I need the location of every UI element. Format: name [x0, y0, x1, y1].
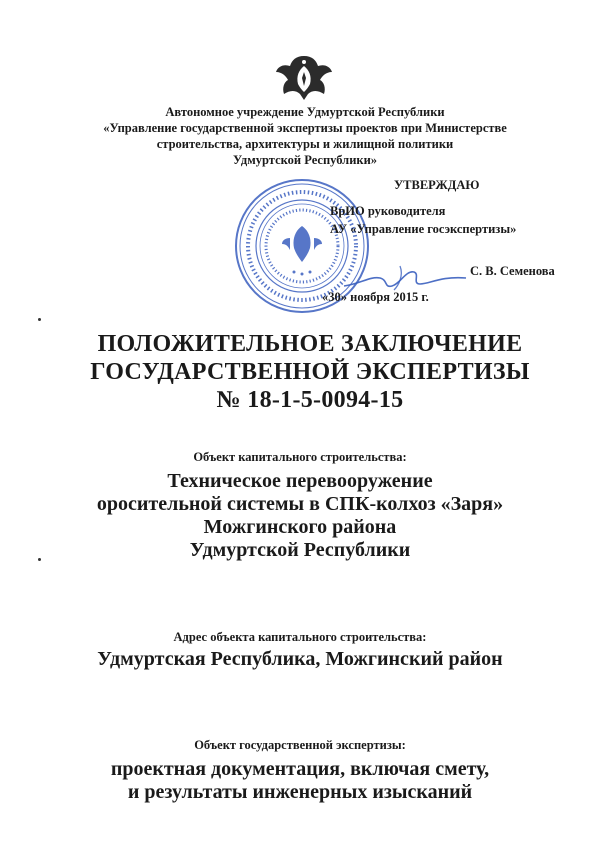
- title-line: ГОСУДАРСТВЕННОЙ ЭКСПЕРТИЗЫ: [90, 359, 530, 385]
- approval-title: УТВЕРЖДАЮ: [394, 178, 480, 192]
- organization-line: Удмуртской Республики»: [232, 153, 378, 167]
- address-value: [0, 648, 600, 671]
- object-line: Техническое перевооружение: [167, 470, 433, 492]
- organization-line: Автономное учреждение Удмуртской Республики: [165, 105, 445, 119]
- title-line: ПОЛОЖИТЕЛЬНОЕ ЗАКЛЮЧЕНИЕ: [97, 331, 523, 357]
- expertise-line: и результаты инженерных изысканий: [127, 781, 473, 803]
- approval-organization: АУ «Управление госэкспертизы»: [330, 222, 517, 236]
- object-line: оросительной системы в СПК-колхоз «Заря»: [96, 493, 504, 515]
- organization-line: строительства, архитектуры и жилищной политики: [156, 137, 454, 151]
- organization-line: «Управление государственной экспертизы проектов при Министерстве: [103, 121, 507, 135]
- expertise-label: Объект государственной экспертизы:: [194, 738, 406, 752]
- binding-mark: [38, 558, 41, 561]
- address-line: Удмуртская Республика, Можгинский район: [97, 648, 503, 670]
- conclusion-number: № 18-1-5-0094-15: [216, 387, 404, 413]
- object-label: Объект капитального строительства:: [193, 450, 407, 464]
- organization-header: [40, 104, 570, 168]
- approval-date: «30» ноября 2015 г.: [322, 290, 429, 304]
- address-label: Адрес объекта капитального строительства:: [173, 630, 427, 644]
- binding-mark: [38, 318, 41, 321]
- object-line: Можгинского района: [203, 516, 397, 538]
- object-line: Удмуртской Республики: [189, 539, 411, 561]
- coat-of-arms-icon: [272, 52, 336, 104]
- approval-position: ВрИО руководителя: [330, 204, 446, 218]
- approval-signatory: С. В. Семенова: [470, 264, 555, 278]
- expertise-line: проектная документация, включая смету,: [110, 758, 490, 780]
- document-title: [0, 330, 600, 414]
- object-name: [0, 470, 600, 562]
- expertise-value: [0, 758, 600, 804]
